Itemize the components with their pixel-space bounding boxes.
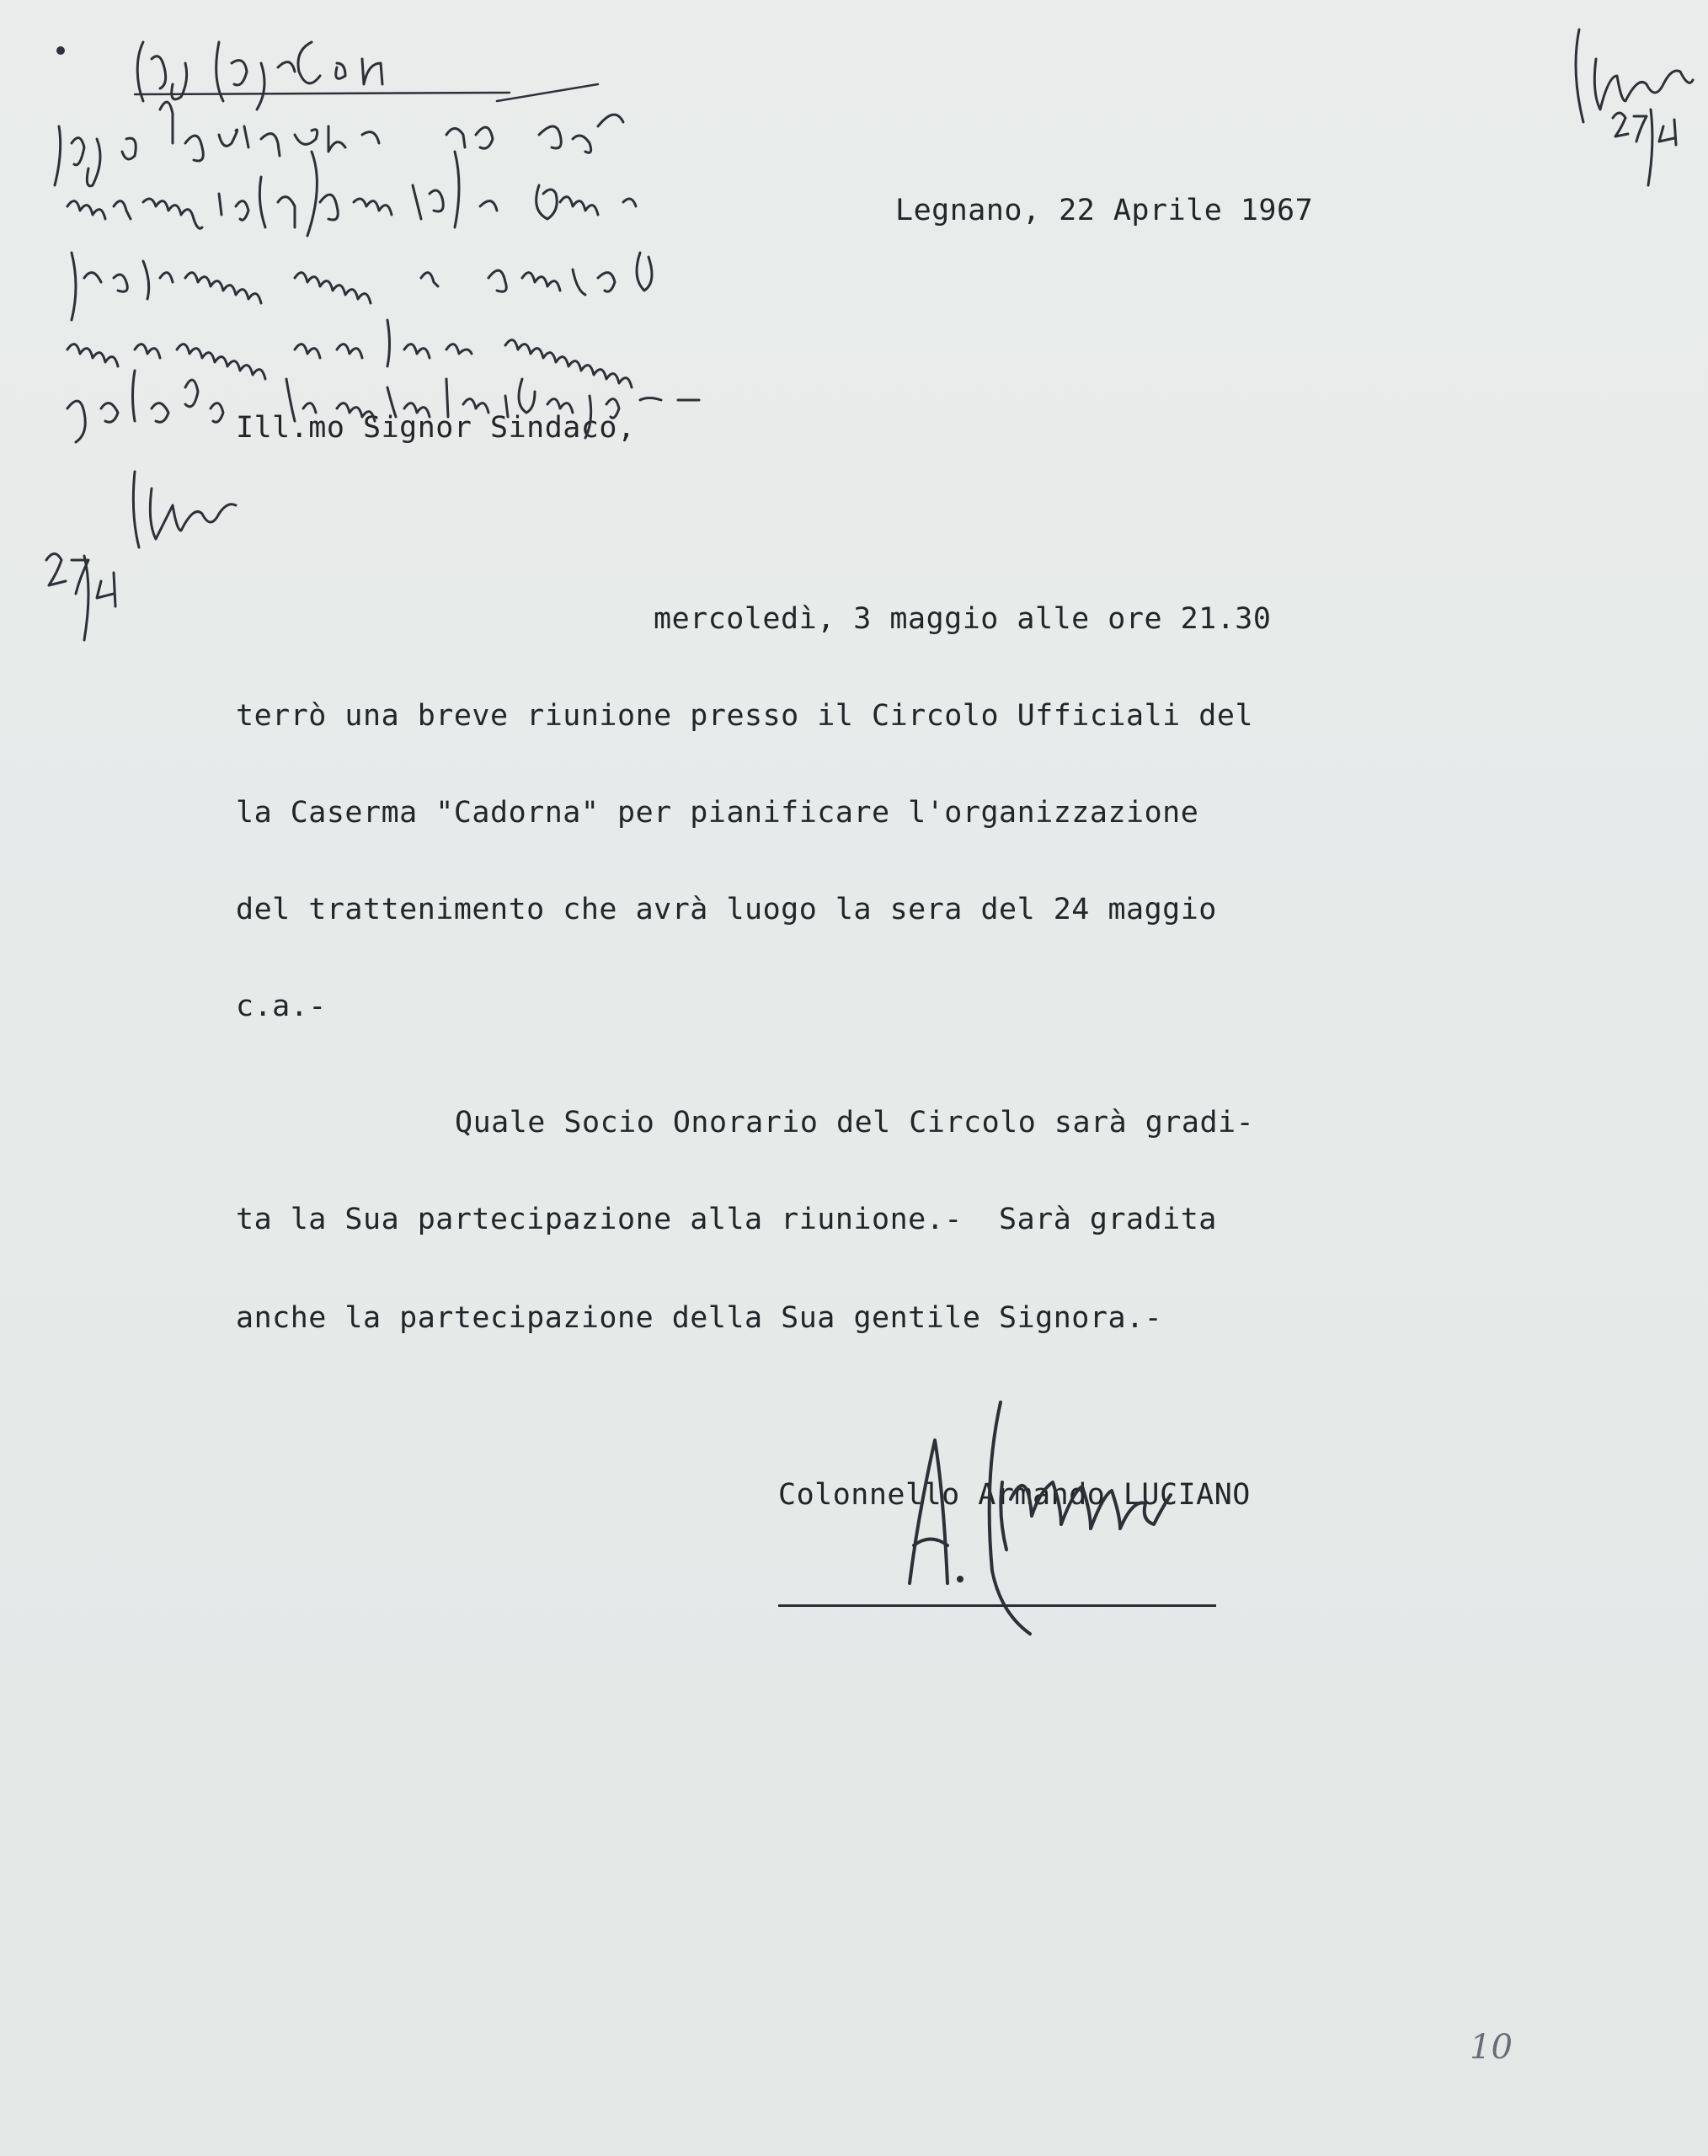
- handwritten-note: [51, 25, 935, 446]
- body-line-5: c.a.-: [236, 990, 327, 1023]
- body-line-6: Quale Socio Onorario del Circolo sarà gradi-: [455, 1106, 1255, 1139]
- body-line-8: anche la partecipazione della Sua gentile Signora.-: [236, 1301, 1163, 1335]
- salutation: Ill.mo Signor Sindaco,: [236, 411, 636, 445]
- body-line-1: mercoledì, 3 maggio alle ore 21.30: [654, 602, 1272, 636]
- body-line-2: terrò una breve riunione presso il Circolo Ufficiali del: [236, 699, 1254, 733]
- body-line-7: ta la Sua partecipazione alla riunione.- Sarà gradita: [236, 1203, 1217, 1236]
- place-date: Legnano, 22 Aprile 1967: [895, 194, 1314, 227]
- signature-underline: [778, 1604, 1216, 1607]
- body-line-4: del trattenimento che avrà luogo la sera del 24 maggio: [236, 893, 1217, 926]
- initials-left: [34, 455, 253, 648]
- page-number: 10: [1470, 2028, 1513, 2067]
- initials-top-right: [1550, 17, 1701, 185]
- signature: [876, 1398, 1196, 1651]
- signatory-name: Colonnello Armando LUCIANO: [778, 1478, 1251, 1512]
- body-line-3: la Caserma "Cadorna" per pianificare l'organizzazione: [236, 796, 1199, 830]
